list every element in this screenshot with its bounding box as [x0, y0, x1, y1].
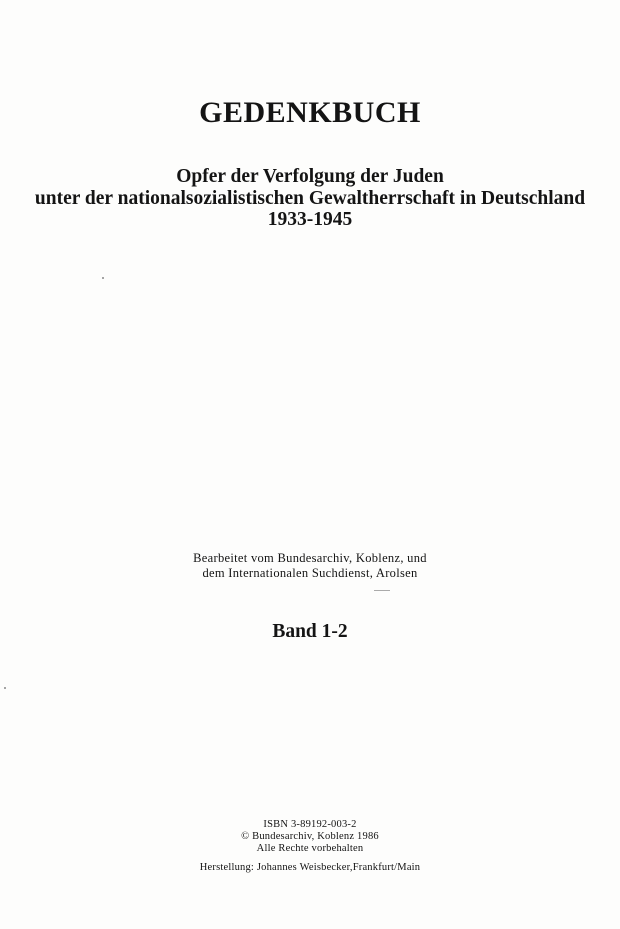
editor-line-2: dem Internationalen Suchdienst, Arolsen [202, 566, 418, 580]
scan-speck [4, 687, 6, 689]
rights-notice: Alle Rechte vorbehalten [256, 843, 364, 854]
scan-speck [102, 277, 104, 279]
subtitle-line-2: unter der nationalsozialistischen Gewaltherrschaft in Deutschland [34, 188, 586, 209]
subtitle-years: 1933-1945 [267, 209, 353, 230]
book-title: GEDENKBUCH [199, 96, 421, 129]
subtitle-line-1: Opfer der Verfolgung der Juden [176, 166, 444, 187]
isbn: ISBN 3-89192-003-2 [263, 819, 357, 830]
production-credit: Herstellung: Johannes Weisbecker,Frankfurt/Main [199, 862, 421, 873]
copyright-notice: © Bundesarchiv, Koblenz 1986 [241, 831, 379, 842]
volume-label: Band 1-2 [272, 621, 348, 642]
scan-mark [374, 590, 390, 591]
editor-line-1: Bearbeitet vom Bundesarchiv, Koblenz, und [193, 551, 427, 565]
